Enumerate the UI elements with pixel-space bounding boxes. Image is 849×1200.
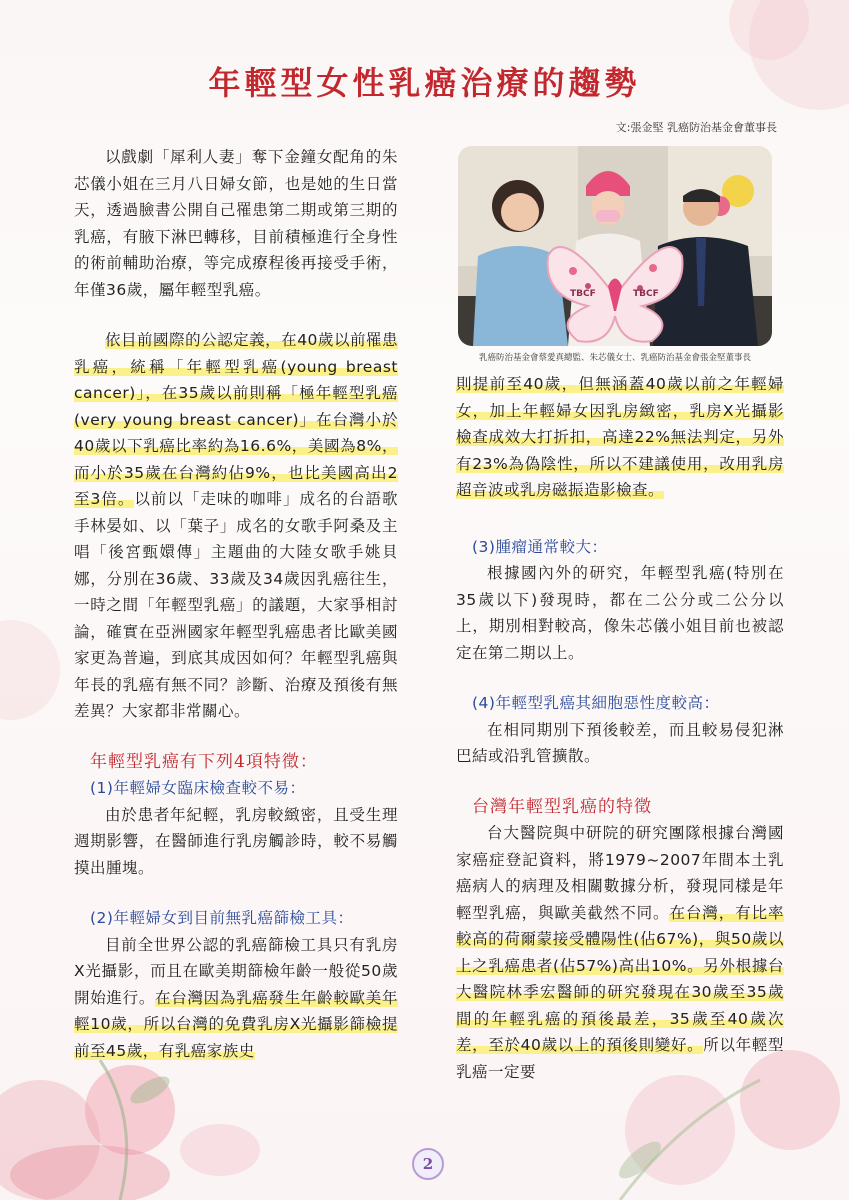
article-title: 年輕型女性乳癌治療的趨勢 [208,64,641,102]
left-column [74,144,398,1064]
highlight-feature-2: 在台灣因為乳癌發生年齡較歐美年輕10歲，所以台灣的免費乳房X光攝影篩檢提前至45歲，有乳癌家族史 [74,988,398,1060]
section-heading-taiwan: 台灣年輕型乳癌的特徵 [472,796,652,817]
subheading-feature-3: (3)腫瘤通常較大： [472,537,608,556]
paragraph-continued [456,371,784,504]
author-byline: 文:張金堅 乳癌防治基金會董事長 [615,121,777,134]
paragraph-feature-4: 在相同期別下預後較差，而且較易侵犯淋巴結或沿乳管擴散。 [456,720,784,765]
paragraph-feature-3: 根據國內外的研究，年輕型乳癌(特別在35歲以下)發現時，都在二公分或二公分以上，期別相對較高，像朱芯儀小姐目前也被認定在第二期以上。 [456,564,784,662]
article-photo [458,146,772,346]
highlight-taiwan: 在台灣，有比率較高的荷爾蒙接受體陽性(佔67%)，與50歲以上之乳癌患者(佔57%)高出10%。另外根據台大醫院林季宏醫師的研究發現在30歲至35歲間的年輕乳癌的預後最差，35歲至40歲次差，至於40歲以上的預後則變好。 [456,903,784,1054]
highlight-continued: 則提前至40歲，但無涵蓋40歲以前之年輕婦女，加上年輕婦女因乳房緻密，乳房X光攝影檢查成效大打折扣，高達22%無法判定，另外有23%為偽陰性，所以不建議使用，改用乳房超音波或乳房磁振造影檢查。 [456,375,784,499]
paragraph-feature-1: 由於患者年紀輕，乳房較緻密，且受生理週期影響，在醫師進行乳房觸診時，較不易觸摸出腫塊。 [74,805,398,877]
paragraph-intro: 以戲劇「犀利人妻」奪下金鐘女配角的朱芯儀小姐在三月八日婦女節，也是她的生日當天，透過臉書公開自己罹患第二期或第三期的乳癌，有腋下淋巴轉移，目前積極進行全身性的術前輔助治療，等完成療程後再接受手術，年僅36歲，屬年輕型乳癌。 [74,148,398,299]
photo-illustration [458,146,772,346]
paragraph-definition [74,327,398,725]
right-column [456,371,784,1085]
paragraph-taiwan-tail: 所以年輕型乳癌一定要 [456,1036,784,1081]
flower-decoration-mid-left [0,560,60,780]
page-number: 2 [412,1148,444,1180]
paragraph-taiwan [456,820,784,1085]
highlight-definition: 依目前國際的公認定義，在40歲以前罹患乳癌，統稱「年輕型乳癌(young breast cancer)」，在35歲以前則稱「極年輕型乳癌(very young breast cancer)」在台灣小於40歲以下乳癌比率約為16.6%，美國為8%，而小於35歲在台灣約佔9%，也比美國高出2至3倍。 [74,331,398,508]
paragraph-definition-rest: 以前以「走味的咖啡」成名的台語歌手林晏如、以「葉子」成名的女歌手阿桑及主唱「後宮甄嬛傳」主題曲的大陸女歌手姚貝娜，分別在36歲、33歲及34歲因乳癌往生，一時之間「年輕型乳癌」的議題，大家爭相討論，確實在亞洲國家年輕型乳癌患者比歐美國家更為普遍，到底其成因如何？年輕型乳癌與年長的乳癌有無不同？診斷、治療及預後有無差異？大家都非常關心。 [74,490,398,720]
subheading-feature-4: (4)年輕型乳癌其細胞惡性度較高： [472,694,720,712]
paragraph-feature-2-plain: 目前全世界公認的乳癌篩檢工具只有乳房X光攝影，而且在歐美期篩檢年齡一般從50歲開始進行。 [74,935,398,1007]
subheading-feature-2: (2)年輕婦女到目前無乳癌篩檢工具： [90,909,354,927]
paragraph-taiwan-plain: 台大醫院與中研院的研究團隊根據台灣國家癌症登記資料，將1979~2007年間本土乳癌病人的病理及相關數據分析，發現同樣是年輕型乳癌，與歐美截然不同。 [456,824,784,922]
photo-caption: 乳癌防治基金會蔡愛真總監、朱芯儀女士、乳癌防治基金會張金堅董事長 [478,353,751,363]
section-heading-features: 年輕型乳癌有下列4項特徵： [90,751,318,772]
sign-text-right: TBCF [633,289,659,299]
subheading-feature-1: (1)年輕婦女臨床檢查較不易： [90,779,306,797]
paragraph-feature-2 [74,932,398,1065]
sign-text-left: TBCF [570,289,596,299]
